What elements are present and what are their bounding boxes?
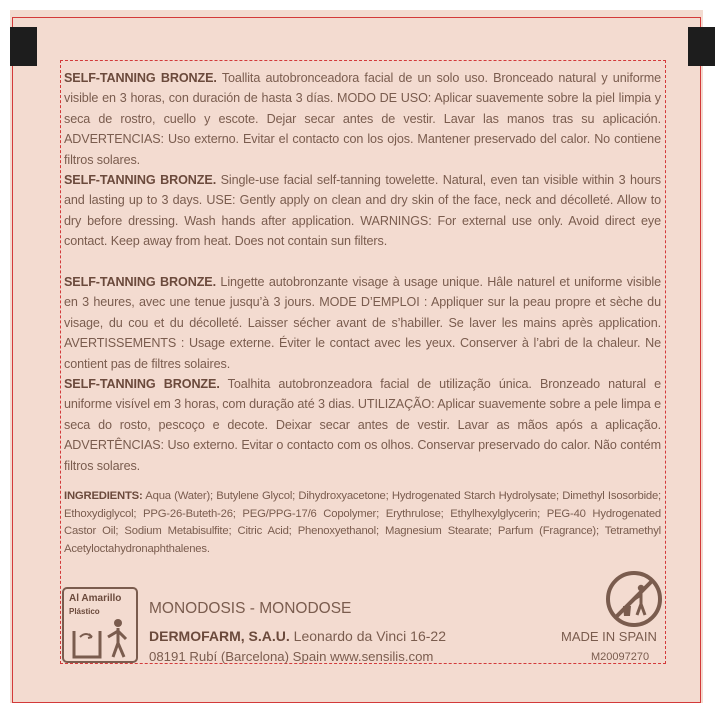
- company-address: 08191 Rubí (Barcelona) Spain www.sensilis.com: [149, 649, 434, 664]
- no-littering-icon: [605, 570, 663, 628]
- recycle-line2: Plástico: [69, 607, 100, 616]
- recycle-line1: Al Amarillo: [69, 593, 122, 604]
- right-black-tab: [688, 27, 715, 66]
- paragraph-title: SELF-TANNING BRONZE.: [64, 71, 217, 85]
- paragraph-french: [64, 272, 661, 374]
- paragraph-title: SELF-TANNING BRONZE.: [64, 173, 217, 187]
- single-dose-label: MONODOSIS - MONODOSE: [149, 600, 352, 617]
- company-street: Leonardo da Vinci 16-22: [289, 628, 446, 644]
- left-black-tab: [10, 27, 37, 66]
- product-code: M20097270: [591, 651, 650, 663]
- paragraph-spanish: [64, 68, 661, 170]
- ingredients-list: Aqua (Water); Butylene Glycol; Dihydroxyacetone; Hydrogenated Starch Hydrolysate; Dimethyl Isosorbide; Ethoxydiglycol; PPG-26-Buteth-26; PEG/PPG-17/6 Copolymer; Erythrulose; Ethylhexylglycerin; PEG-40 Hydrogenated Castor Oil; Sodium Metabisulfite; Citric Acid; Phenoxyethanol; Magnesium Stearate; Parfum (Fragrance); Tetramethyl Acetyloctahydronaphthalenes.: [64, 490, 661, 555]
- paragraph-english: [64, 170, 661, 252]
- ingredients-label: INGREDIENTS:: [64, 490, 143, 502]
- company-name: DERMOFARM, S.A.U.: [149, 628, 290, 644]
- company-line: [149, 628, 446, 644]
- paragraph-body: Lingette autobronzante visage à usage unique. Hâle naturel et uniforme visible en 3 heures, avec une tenue jusqu’à 3 jours. MODE D’EMPLOI : Appliquer sur la peau propre et sèche du visage, du cou et du décolleté. Laisser sécher avant de s’habiller. Se laver les mains après application. AVERTISSEMENTS : Usage externe. Éviter le contact avec les yeux. Conserver à l’abri de la chaleur. Ne contient pas de filtres solaires.: [64, 275, 662, 371]
- made-in-spain: MADE IN SPAIN: [561, 629, 657, 644]
- ingredients-block: [64, 488, 661, 558]
- recycle-bin-icon: [70, 617, 132, 659]
- paragraph-body: Toalhita autobronzeadora facial de utilização única. Bronzeado natural e uniforme visível em 3 horas, com duração até 3 dias. UTILIZAÇÃO: Aplicar suavemente sobre a pele limpa e seca do rosto, pescoço e decote. Deixar secar antes de vestir. Lavar as mãos após a aplicação. ADVERTÊNCIAS: Uso externo. Evitar o contacto com os olhos. Conservar preservado do calor. Não contém filtros solares.: [64, 377, 661, 473]
- recycle-yellow-bin-badge: [62, 587, 138, 663]
- paragraph-title: SELF-TANNING BRONZE.: [64, 377, 220, 391]
- paragraph-title: SELF-TANNING BRONZE.: [64, 275, 216, 289]
- paragraph-body: Toallita autobronceadora facial de un solo uso. Bronceado natural y uniforme visible en 3 horas, con duración de hasta 3 días. MODO DE USO: Aplicar suavemente sobre la piel limpia y seca de rostro, cuello y escote. Dejar secar antes de vestir. Lavar las manos tras su aplicación. ADVERTENCIAS: Uso externo. Evitar el contacto con los ojos. Mantener preservado del calor. No contiene filtros solares.: [64, 71, 662, 167]
- paragraph-body: Single-use facial self-tanning towelette. Natural, even tan visible within 3 hours and lasting up to 3 days. USE: Gently apply on clean and dry skin of the face, neck and décolleté. Allow to dry before dressing. Wash hands after application. WARNINGS: For external use only. Avoid direct eye contact. Keep away from heat. Does not contain sun filters.: [64, 173, 661, 249]
- paragraph-portuguese: [64, 374, 661, 476]
